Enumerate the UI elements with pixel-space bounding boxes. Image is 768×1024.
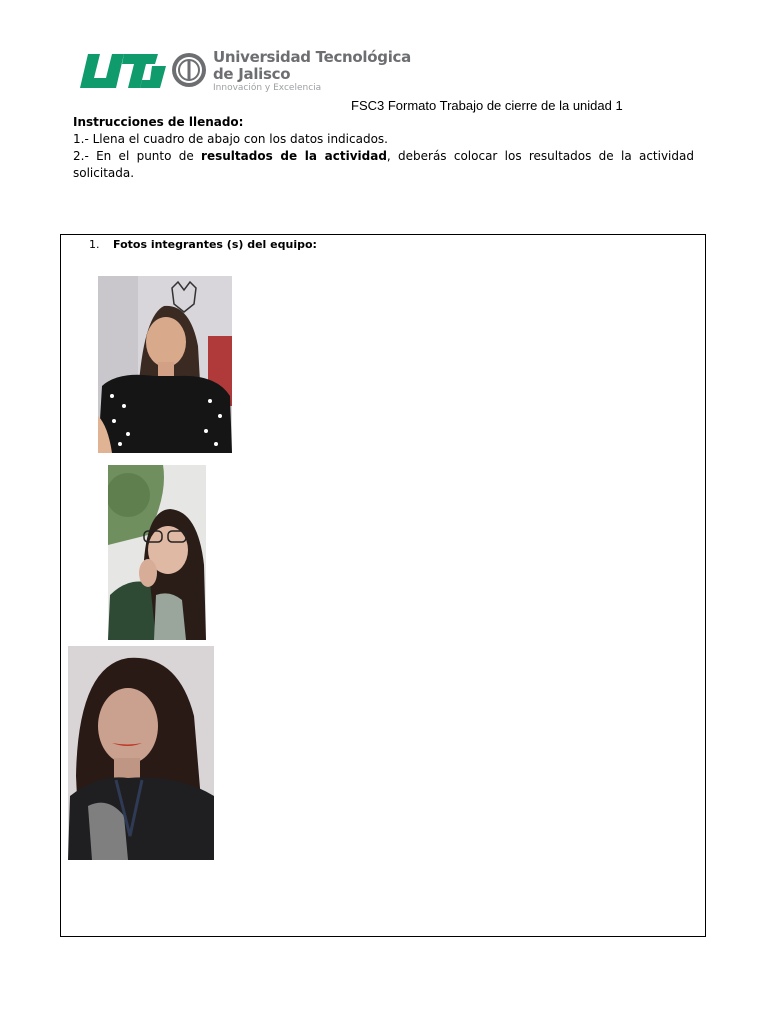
instruction-step-2-suffix: , deberás colocar los resultados de la actividad solicitada.	[73, 149, 694, 180]
team-member-photo-3	[68, 646, 214, 860]
instruction-step-1: 1.- Llena el cuadro de abajo con los datos indicados.	[73, 132, 388, 146]
utj-logo-mark	[78, 52, 170, 92]
team-member-photo-1	[98, 276, 232, 453]
instruction-step-2-prefix: 2.- En el punto de	[73, 149, 202, 163]
document-code: FSC3 Formato Trabajo de cierre de la unidad 1	[351, 98, 623, 113]
university-logo	[78, 48, 411, 96]
institution-tagline: Innovación y Excelencia	[213, 83, 322, 93]
seal-icon	[171, 52, 207, 88]
institution-name-line2: de Jalisco	[213, 65, 291, 83]
instruction-step-2-bold: resultados de la actividad	[201, 149, 387, 163]
section-title: Fotos integrantes (s) del equipo:	[113, 238, 317, 251]
section-number: 1.	[89, 238, 100, 251]
instruction-step-2	[73, 148, 694, 182]
team-member-photo-2	[108, 465, 206, 640]
instructions-title: Instrucciones de llenado:	[73, 115, 244, 129]
institution-name-line1: Universidad Tecnológica	[213, 48, 411, 66]
